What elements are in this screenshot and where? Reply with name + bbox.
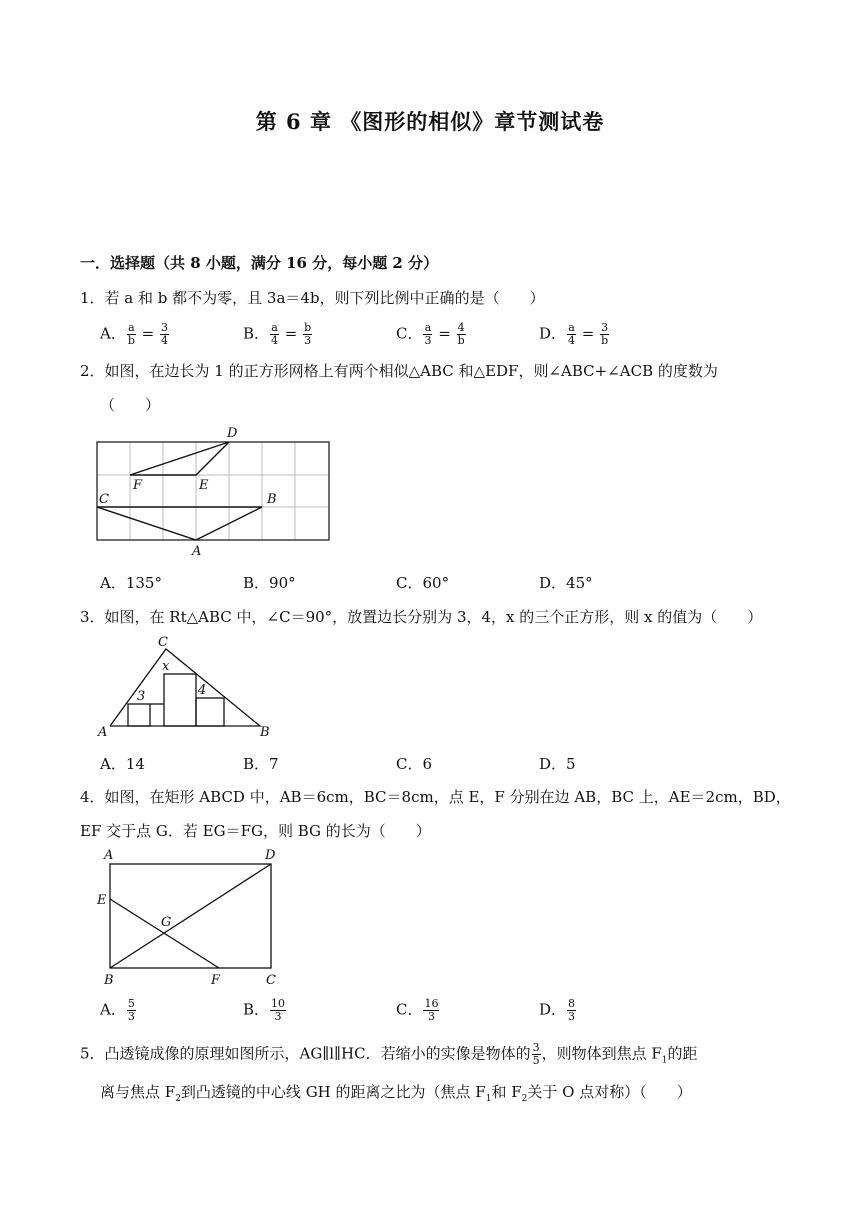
- q4-label-e: E: [97, 893, 107, 908]
- q2-grid-figure: [90, 422, 340, 562]
- q4-option-d[interactable]: D． $\frac{8}{3}$: [539, 997, 576, 1023]
- q2-label-b: B: [267, 492, 277, 507]
- q4-label-f: F: [211, 973, 221, 988]
- q1-option-d[interactable]: D． $\frac{a}{4}$ = $\frac{3}{b}$: [539, 321, 609, 347]
- q4-label-b: B: [104, 973, 114, 988]
- page-title: 第 6 章 《图形的相似》章节测试卷: [255, 109, 605, 134]
- q4-option-b[interactable]: B． $\frac{10}{3}$: [243, 997, 286, 1023]
- q3-label-4: 4: [198, 683, 207, 698]
- q4-label-d: D: [265, 848, 276, 863]
- question-4-line-2: EF 交于点 G．若 EG＝FG，则 BG 的长为（ ）: [80, 822, 431, 840]
- q1-option-a[interactable]: A． $\frac{a}{b}$ = $\frac{3}{4}$: [100, 321, 168, 347]
- q4-option-a[interactable]: A． $\frac{5}{3}$: [100, 997, 135, 1023]
- q3-option-c[interactable]: C．6: [396, 755, 433, 773]
- question-2-line-2: （ ）: [100, 396, 161, 414]
- q2-option-b[interactable]: B．90°: [243, 574, 296, 592]
- q1-option-c[interactable]: C． $\frac{a}{3}$ = $\frac{4}{b}$: [396, 321, 465, 347]
- q3-option-d[interactable]: D．5: [539, 755, 576, 773]
- section-heading: 一．选择题（共 8 小题，满分 16 分，每小题 2 分）: [80, 254, 439, 272]
- q4-label-c: C: [266, 973, 276, 988]
- question-1-text: 1．若 a 和 b 都不为零，且 3a＝4b，则下列比例中正确的是（ ）: [80, 289, 545, 307]
- q2-label-d: D: [227, 426, 238, 441]
- q2-label-f: F: [133, 478, 143, 493]
- q4-label-g: G: [161, 915, 172, 930]
- q4-rectangle-figure: [90, 846, 290, 988]
- q3-label-a: A: [98, 725, 108, 740]
- q1-option-b[interactable]: B． $\frac{a}{4}$ = $\frac{b}{3}$: [243, 321, 312, 347]
- q3-label-3: 3: [137, 689, 146, 704]
- q3-option-a[interactable]: A．14: [100, 755, 145, 773]
- q3-triangle-figure: [90, 632, 290, 742]
- q3-label-b: B: [260, 725, 270, 740]
- q3-label-c: C: [158, 635, 168, 650]
- question-4-line-1: 4．如图，在矩形 ABCD 中，AB＝6cm，BC＝8cm，点 E，F 分别在边 AB，BC 上，AE＝2cm，BD，: [80, 788, 791, 806]
- q2-option-a[interactable]: A．135°: [100, 574, 162, 592]
- q2-label-a: A: [192, 544, 202, 559]
- question-5-line-1: 5．凸透镜成像的原理如图所示，AG∥l∥HC．若缩小的实像是物体的 $\frac{3}{5}$ ，则物体到焦点 $F_1$的距: [80, 1041, 698, 1067]
- q4-option-c[interactable]: C． $\frac{16}{3}$: [396, 997, 439, 1023]
- q2-option-d[interactable]: D．45°: [539, 574, 593, 592]
- q3-label-x: x: [162, 659, 170, 674]
- q3-option-b[interactable]: B．7: [243, 755, 279, 773]
- q2-label-e: E: [199, 478, 209, 493]
- question-3-text: 3．如图，在 Rt△ABC 中，∠C＝90°，放置边长分别为 3，4，x 的三个正方形，则 x 的值为（ ）: [80, 608, 763, 626]
- q2-label-c: C: [99, 492, 109, 507]
- q4-label-a: A: [104, 848, 114, 863]
- q2-option-c[interactable]: C．60°: [396, 574, 450, 592]
- question-2-line-1: 2．如图，在边长为 1 的正方形网格上有两个相似△ABC 和△EDF，则∠ABC+∠ACB 的度数为: [80, 362, 718, 380]
- question-5-line-2: 离与焦点 $F_2$到凸透镜的中心线 GH 的距离之比为（焦点 $F_1$和 $F_2$关于 O 点对称）（ ）: [100, 1083, 692, 1104]
